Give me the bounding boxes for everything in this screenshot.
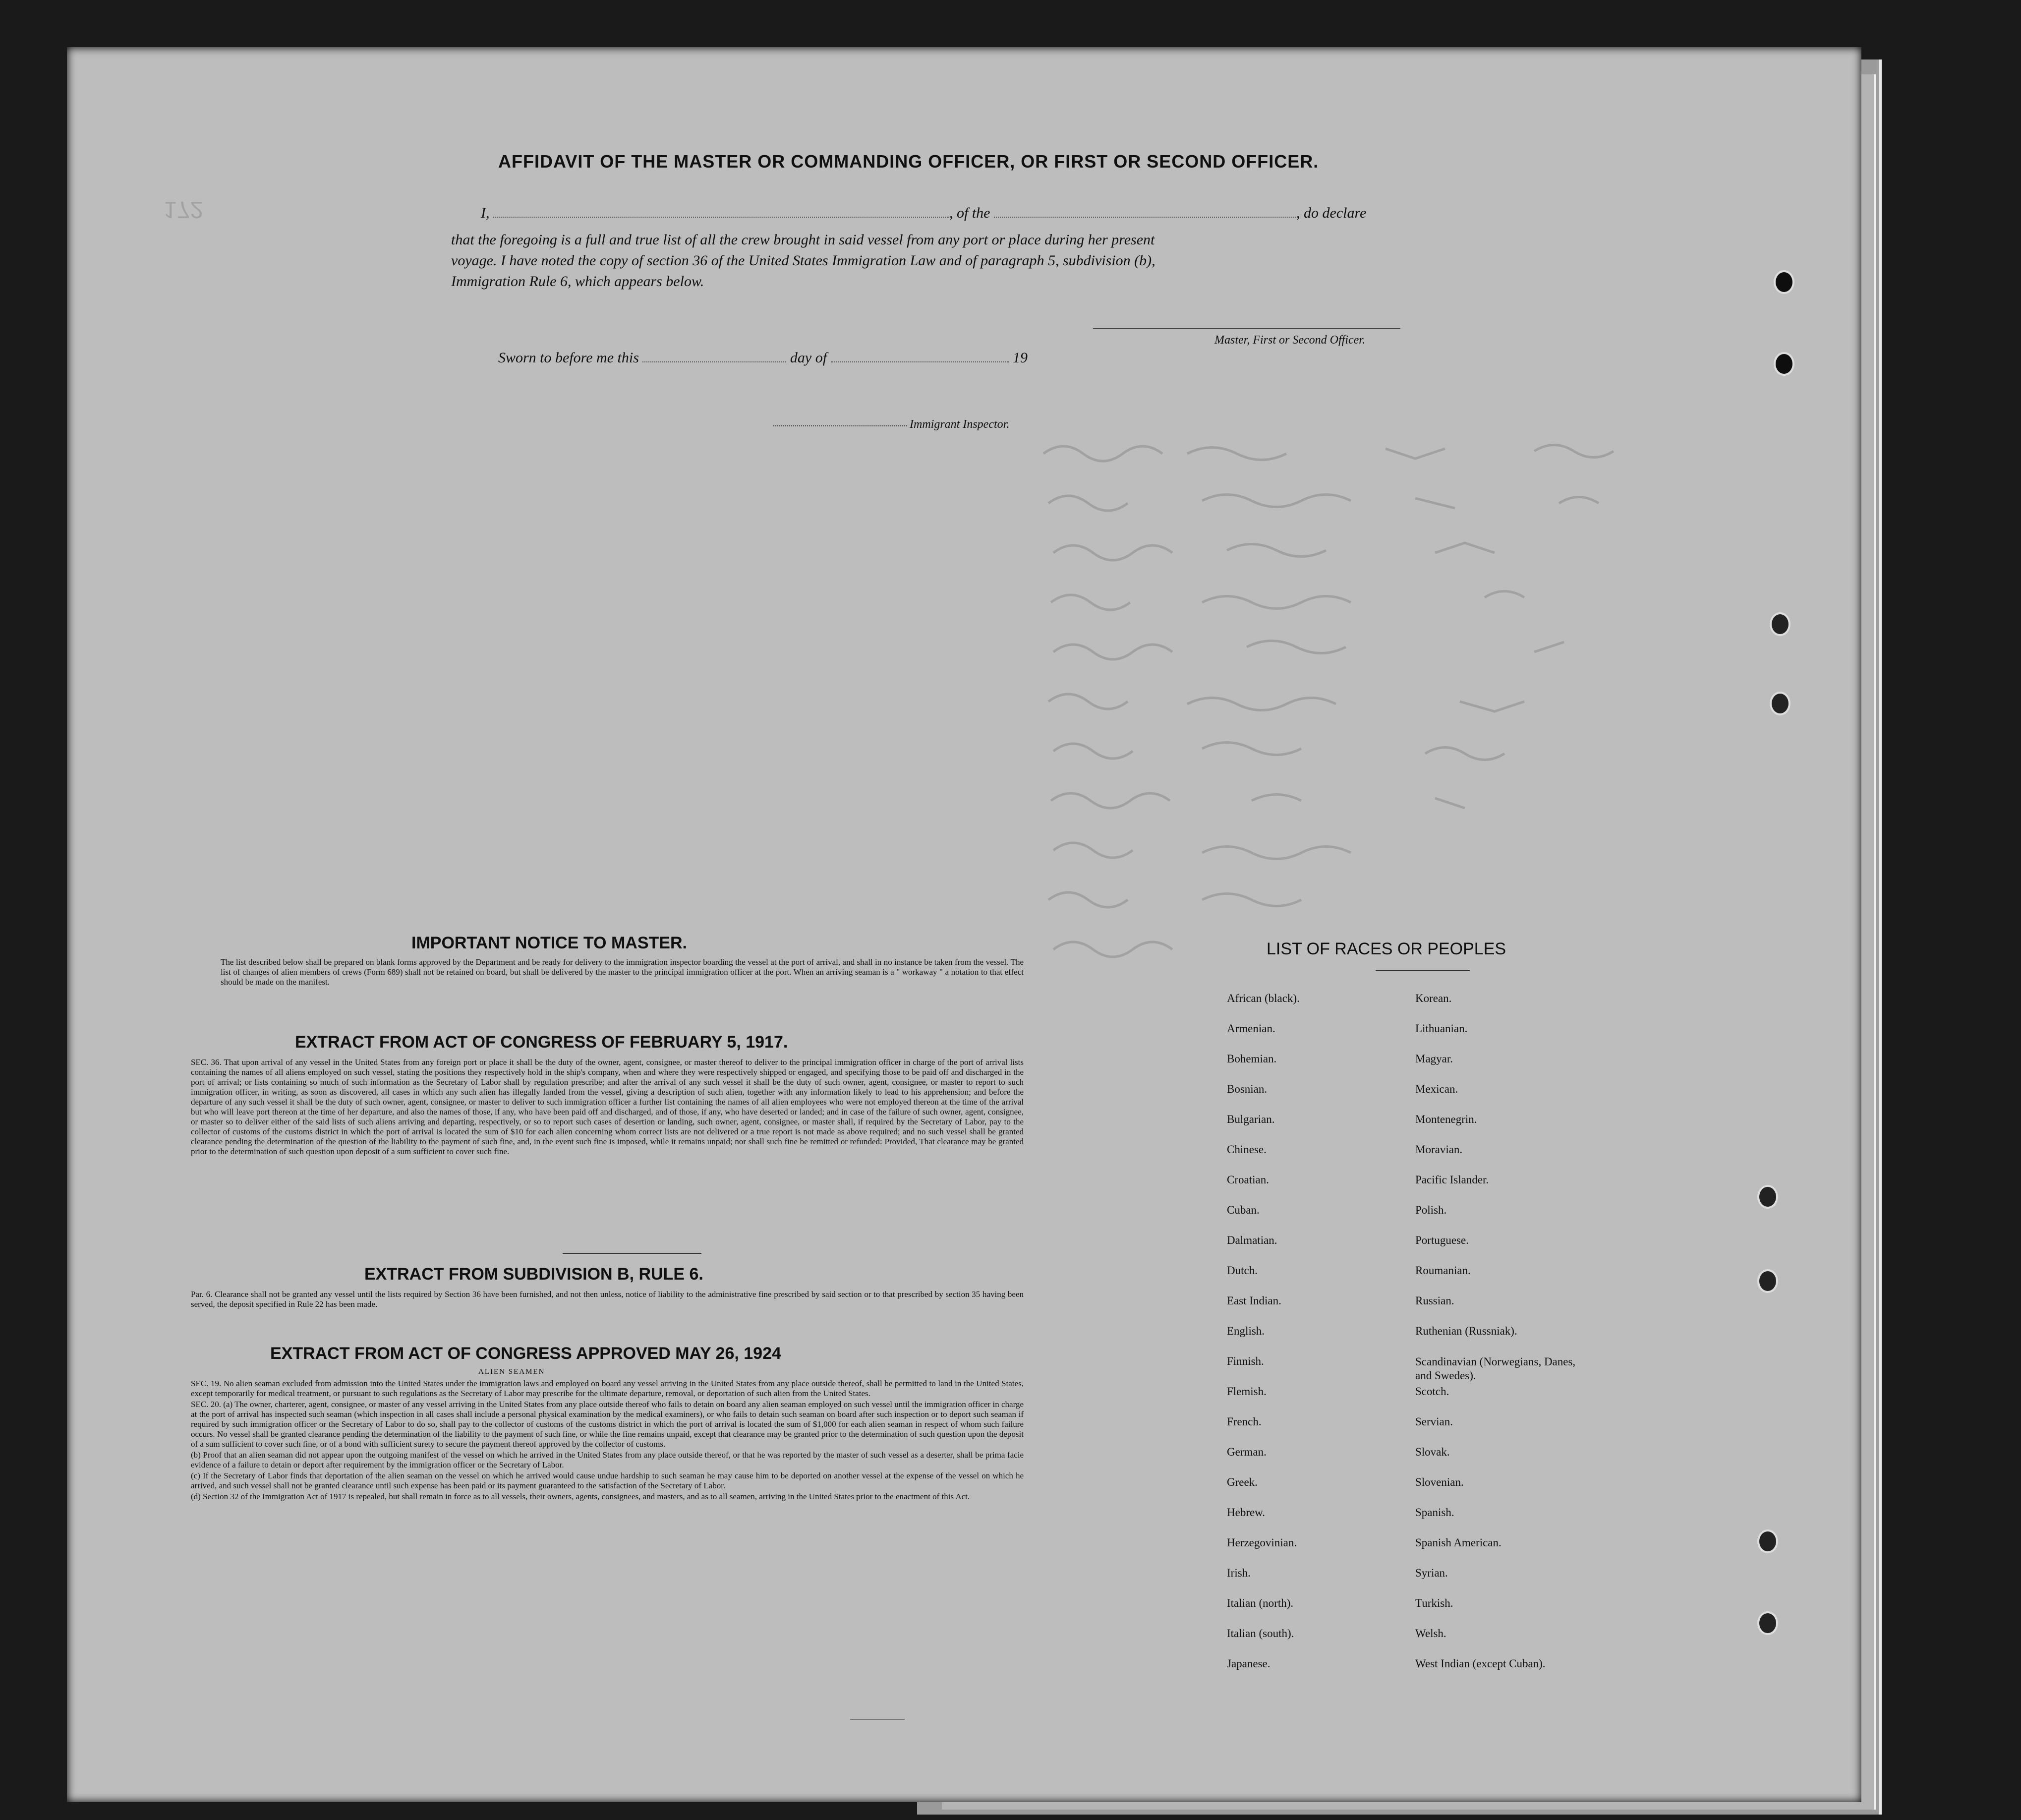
race-item: Slovenian. xyxy=(1415,1476,1464,1488)
race-item: Korean. xyxy=(1415,992,1452,1004)
race-item: Mexican. xyxy=(1415,1083,1458,1095)
master-signature-caption: Master, First or Second Officer. xyxy=(1214,334,1365,347)
sec20c-text: (c) If the Secretary of Labor finds that deportation of the alien seaman on the vessel on which he arrived would cause undue hardship to such seaman he may cause him to be deported on another vessel at the expense of the vessel on which he arrived, and such vessel shall not be granted clearance until such expense has been paid or its payment guaranteed to the satisfaction of the Secretary of Labor. xyxy=(191,1471,1024,1490)
extract-1924-title: EXTRACT FROM ACT OF CONGRESS APPROVED MAY 26, 1924 xyxy=(270,1344,781,1363)
inspector-caption: Immigrant Inspector. xyxy=(910,418,1010,431)
race-item: Servian. xyxy=(1415,1415,1453,1428)
vessel-blank[interactable] xyxy=(994,217,1296,218)
divider-rule-1 xyxy=(563,1253,701,1254)
race-item: Welsh. xyxy=(1415,1627,1446,1640)
binder-hole-icon xyxy=(1757,1611,1778,1635)
extract-1924-body xyxy=(191,1379,1024,1503)
race-item: Flemish. xyxy=(1227,1385,1267,1398)
race-item: Scotch. xyxy=(1415,1385,1449,1398)
race-item: Scandinavian (Norwegians, Danes, and Swedes). xyxy=(1415,1355,1576,1382)
race-item: Dalmatian. xyxy=(1227,1234,1277,1246)
race-item: Japanese. xyxy=(1227,1657,1270,1670)
race-item: French. xyxy=(1227,1415,1262,1428)
declaration-line-1: I, , of the , do declare xyxy=(481,205,1367,221)
race-item: Finnish. xyxy=(1227,1355,1264,1367)
race-item: Spanish American. xyxy=(1415,1536,1501,1549)
sworn-line: Sworn to before me this day of 19 xyxy=(498,350,1028,366)
race-item: English. xyxy=(1227,1325,1265,1337)
race-item: German. xyxy=(1227,1446,1267,1458)
races-right-column xyxy=(1415,992,1579,1688)
sec20b-text: (b) Proof that an alien seaman did not appear upon the outgoing manifest of the vessel on which he arrived in the United States from any place outside thereof, or that he was reported by the master of such vessel as a deserter, shall be prima facie evidence of a failure to detain or deport after requirement by the immigration officer or the Secretary of Labor. xyxy=(191,1450,1024,1469)
races-title: LIST OF RACES OR PEOPLES xyxy=(1267,939,1506,958)
race-item: Bosnian. xyxy=(1227,1083,1268,1095)
races-title-rule xyxy=(1376,970,1470,971)
race-item: Italian (north). xyxy=(1227,1597,1294,1609)
sworn-day-blank[interactable] xyxy=(642,361,786,362)
binder-hole-icon xyxy=(1774,270,1794,294)
extract-1924-subtitle: ALIEN SEAMEN xyxy=(478,1368,545,1376)
declaration-line-4: Immigration Rule 6, which appears below. xyxy=(451,273,704,290)
race-item: Polish. xyxy=(1415,1204,1447,1216)
race-item: East Indian. xyxy=(1227,1294,1281,1307)
binder-hole-icon xyxy=(1770,612,1790,636)
race-item: Croatian. xyxy=(1227,1174,1269,1186)
bleed-scribbles xyxy=(1039,434,1782,979)
sec20d-text: (d) Section 32 of the Immigration Act of 1917 is repealed, but shall remain in force as to all vessels, their owners, agents, consignees, and masters, and as to all seamen, arriving in the United States prior to the enactment of this Act. xyxy=(191,1492,970,1501)
binder-hole-icon xyxy=(1757,1269,1778,1293)
inspector-signature-line[interactable] xyxy=(773,425,907,426)
document-page xyxy=(67,47,1861,1802)
binder-hole-icon xyxy=(1757,1529,1778,1553)
affidavit-title: AFFIDAVIT OF THE MASTER OR COMMANDING OFFICER, OR FIRST OR SECOND OFFICER. xyxy=(498,151,1319,172)
master-signature-line[interactable] xyxy=(1093,328,1400,329)
race-item: Russian. xyxy=(1415,1294,1454,1307)
race-item: Dutch. xyxy=(1227,1264,1258,1277)
race-item: Bulgarian. xyxy=(1227,1113,1275,1125)
race-item: Montenegrin. xyxy=(1415,1113,1477,1125)
handwriting-bleed xyxy=(1039,434,1782,979)
name-blank[interactable] xyxy=(493,217,949,218)
race-item: Portuguese. xyxy=(1415,1234,1469,1246)
race-item: Hebrew. xyxy=(1227,1506,1266,1519)
declaration-line-3: voyage. I have noted the copy of section 36 of the United States Immigration Law and of paragraph 5, subdivision (b), xyxy=(451,252,1155,269)
races-left-column xyxy=(1227,992,1300,1688)
race-item: Herzegovinian. xyxy=(1227,1536,1297,1549)
declaration-line-2: that the foregoing is a full and true list of all the crew brought in said vessel from any port or place during her present xyxy=(451,232,1155,248)
notice-body: The list described below shall be prepared on blank forms approved by the Department and be ready for delivery to the immigration inspector boarding the vessel at the port of arrival, and shall in no instance be taken from the vessel. The list of changes of alien members of crews (Form 689) shall not be retained on board, but shall be delivered by the master to the principal immigration officer at the port. When an arriving seaman is a " workaway " a notation to that effect should be made on the manifest. xyxy=(221,957,1024,987)
race-item: Slovak. xyxy=(1415,1446,1450,1458)
race-item: Ruthenian (Russniak). xyxy=(1415,1325,1517,1337)
notice-title: IMPORTANT NOTICE TO MASTER. xyxy=(411,934,687,952)
race-item: Cuban. xyxy=(1227,1204,1260,1216)
race-item: West Indian (except Cuban). xyxy=(1415,1657,1546,1670)
race-item: Turkish. xyxy=(1415,1597,1453,1609)
bottom-crease xyxy=(850,1719,905,1720)
race-item: Greek. xyxy=(1227,1476,1258,1488)
race-item: Magyar. xyxy=(1415,1053,1453,1065)
race-item: Armenian. xyxy=(1227,1022,1275,1035)
race-item: Pacific Islander. xyxy=(1415,1174,1489,1186)
race-item: Lithuanian. xyxy=(1415,1022,1468,1035)
binder-hole-icon xyxy=(1770,692,1790,715)
subdivision-b-body: Par. 6. Clearance shall not be granted any vessel until the lists required by Section 36 have been furnished, and not then unless, notice of liability to the administrative fine prescribed by said section or to that prescribed by section 35 having been served, the deposit specified in Rule 22 has been made. xyxy=(191,1290,1024,1309)
sec19-text: SEC. 19. No alien seaman excluded from admission into the United States under the immigration laws and employed on board any vessel arriving in the United States from any place outside thereof, shall be permitted to land in the United States, except temporarily for medical treatment, or pursuant to such regulations as the Secretary of Labor may prescribe for the ultimate departure, removal, or deportation of such alien from the United States. xyxy=(191,1379,1024,1398)
race-item: Italian (south). xyxy=(1227,1627,1294,1640)
extract-1917-body: SEC. 36. That upon arrival of any vessel in the United States from any foreign port or place it shall be the duty of the owner, agent, consignee, or master thereof to deliver to the principal immigration officer in charge of the port of arrival lists containing the names of all aliens employed on such vessel, stating the positions they respectively hold in the ship's company, when and where they were respectively shipped or engaged, and specifying those to be paid off and discharged in the port of arrival; or lists containing so much of such information as the Secretary of Labor shall by regulation prescribe; and after the arrival of any such vessel it shall be the duty of such owner, agent, consignee, or master to report to such immigration officer, in writing, as soon as discovered, all cases in which any such alien has illegally landed from the vessel, giving a description of such alien, together with any information likely to lead to his apprehension; and before the departure of any such vessel it shall be the duty of such owner, agent, consignee, or master to deliver to such immigration officer a further list containing the names of all alien employees who were not employed thereon at the time of the arrival but who will leave port thereon at the time of her departure, and also the names of those, if any, who have been paid off and discharged, and of those, if any, who have deserted or landed; and in case of the failure of such owner, agent, consignee, or master so to deliver either of the said lists of such aliens arriving and departing, respectively, or so to report such cases of desertion or landing, such owner, agent, consignee, or master shall, if required by the Secretary of Labor, pay to the collector of customs of the customs district in which the port of arrival is located the sum of $10 for each alien concerning whom correct lists are not delivered or a true report is not made as above required; and no such vessel shall be granted clearance pending the determination of the question of the liability to the payment of such fine, and, in the event such fine is imposed, while it remains unpaid; nor shall such fine be remitted or refunded: Provided, That clearance may be granted prior to the determination of such question upon deposit of a sum sufficient to cover such fine. xyxy=(191,1057,1024,1156)
race-item: African (black). xyxy=(1227,992,1300,1004)
race-item: Spanish. xyxy=(1415,1506,1454,1519)
race-item: Chinese. xyxy=(1227,1143,1267,1156)
binder-hole-icon xyxy=(1757,1185,1778,1209)
race-item: Bohemian. xyxy=(1227,1053,1277,1065)
race-item: Syrian. xyxy=(1415,1567,1448,1579)
sworn-month-blank[interactable] xyxy=(831,361,1009,362)
sec20a-text: SEC. 20. (a) The owner, charterer, agent, consignee, or master of any vessel arriving in the United States from any place outside thereof who fails to detain on board any alien seaman employed on such vessel until the immigration officer in charge at the port of arrival has inspected such seaman (which inspection in all cases shall include a personal physical examination by the medical examiners), or who fails to detain such seaman on board after such inspection or to deport such seaman if required by such immigration officer or the Secretary of Labor to do so, shall pay to the collector of customs of the customs district in which the port of arrival is located the sum of $1,000 for each alien seaman in respect of whom such failure occurs. No vessel shall be granted clearance pending the determination of the liability to the payment of such fine, or while the fine remains unpaid, except that clearance may be granted prior to the determination of such question upon the deposit of a sum sufficient to cover such fine, or of a bond with sufficient surety to secure the payment thereof approved by the collector of customs. xyxy=(191,1400,1024,1449)
subdivision-b-title: EXTRACT FROM SUBDIVISION B, RULE 6. xyxy=(364,1265,703,1284)
race-item: Moravian. xyxy=(1415,1143,1463,1156)
page-number-bleed: 172 xyxy=(164,196,204,223)
race-item: Roumanian. xyxy=(1415,1264,1471,1277)
race-item: Irish. xyxy=(1227,1567,1251,1579)
binder-hole-icon xyxy=(1774,352,1794,376)
extract-1917-title: EXTRACT FROM ACT OF CONGRESS OF FEBRUARY 5, 1917. xyxy=(295,1033,788,1052)
